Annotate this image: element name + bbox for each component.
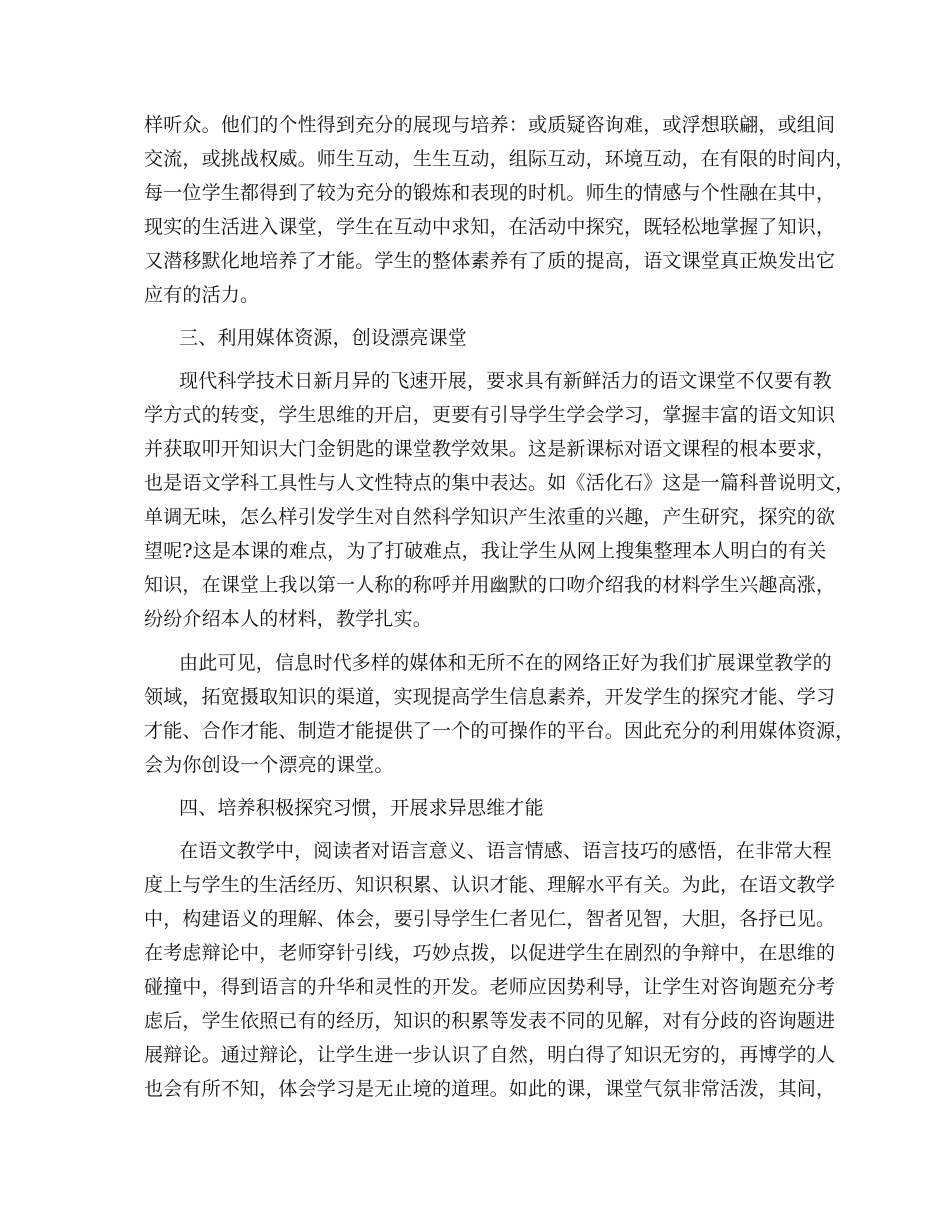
- text-line: 知识，在课堂上我以第一人称的称呼并用幽默的口吻介绍我的材料学生兴趣高涨，: [144, 574, 836, 596]
- text-line: 又潜移默化地培养了才能。学生的整体素养有了质的提高，语文课堂真正焕发出它: [144, 250, 836, 272]
- text-line: 中，构建语义的理解、体会，要引导学生仁者见仁，智者见智，大胆，各抒已见。: [144, 908, 836, 930]
- text-line: 碰撞中，得到语言的升华和灵性的开发。老师应因势利导，让学生对咨询题充分考: [144, 976, 836, 998]
- text-line: 现代科学技术日新月异的飞速开展，要求具有新鲜活力的语文课堂不仅要有教: [179, 370, 832, 392]
- text-line: 在考虑辩论中，老师穿针引线，巧妙点拨，以促进学生在剧烈的争辩中，在思维的: [144, 942, 836, 964]
- text-line: 领域，拓宽摄取知识的渠道，实现提高学生信息素养，开发学生的探究才能、学习: [144, 686, 836, 708]
- text-line: 也是语文学科工具性与人文性特点的集中表达。如《活化石》这是一篇科普说明文，: [144, 472, 855, 494]
- text-line: 会为你创设一个漂亮的课堂。: [144, 754, 394, 776]
- text-line: 每一位学生都得到了较为充分的锻炼和表现的时机。师生的情感与个性融在其中，: [144, 182, 836, 204]
- text-line: 纷纷介绍本人的材料，教学扎实。: [144, 608, 433, 630]
- text-line: 在语文教学中，阅读者对语言意义、语言情感、语言技巧的感悟，在非常大程: [179, 840, 832, 862]
- text-line: 现实的生活进入课堂，学生在互动中求知，在活动中探究，既轻松地掌握了知识，: [144, 216, 836, 238]
- text-line: 由此可见，信息时代多样的媒体和无所不在的网络正好为我们扩展课堂教学的: [179, 652, 832, 674]
- text-line: 度上与学生的生活经历、知识积累、认识才能、理解水平有关。为此，在语文教学: [144, 874, 836, 896]
- text-line: 单调无味，怎么样引发学生对自然科学知识产生浓重的兴趣，产生研究，探究的欲: [144, 506, 836, 528]
- text-line: 应有的活力。: [144, 284, 260, 306]
- text-line: 样听众。他们的个性得到充分的展现与培养：或质疑咨询难，或浮想联翩，或组间: [144, 114, 836, 136]
- text-line: 虑后，学生依照已有的经历，知识的积累等发表不同的见解，对有分歧的咨询题进: [144, 1010, 836, 1032]
- text-line: 望呢?这是本课的难点，为了打破难点，我让学生从网上搜集整理本人明白的有关: [144, 540, 827, 562]
- text-line: 学方式的转变，学生思维的开启，更要有引导学生学会学习，掌握丰富的语文知识: [144, 404, 836, 426]
- section-heading: 三、利用媒体资源，创设漂亮课堂: [179, 327, 468, 349]
- text-line: 并获取叩开知识大门金钥匙的课堂教学效果。这是新课标对语文课程的根本要求，: [144, 438, 836, 460]
- text-line: 展辩论。通过辩论，让学生进一步认识了自然，明白得了知识无穷的，再博学的人: [144, 1044, 836, 1066]
- section-heading: 四、培养积极探究习惯，开展求异思维才能: [179, 797, 544, 819]
- text-line: 也会有所不知，体会学习是无止境的道理。如此的课，课堂气氛非常活泼，其间，: [144, 1078, 836, 1100]
- text-line: 才能、合作才能、制造才能提供了一个的可操作的平台。因此充分的利用媒体资源，: [144, 720, 855, 742]
- text-line: 交流，或挑战权威。师生互动，生生互动，组际互动，环境互动，在有限的时间内，: [144, 148, 855, 170]
